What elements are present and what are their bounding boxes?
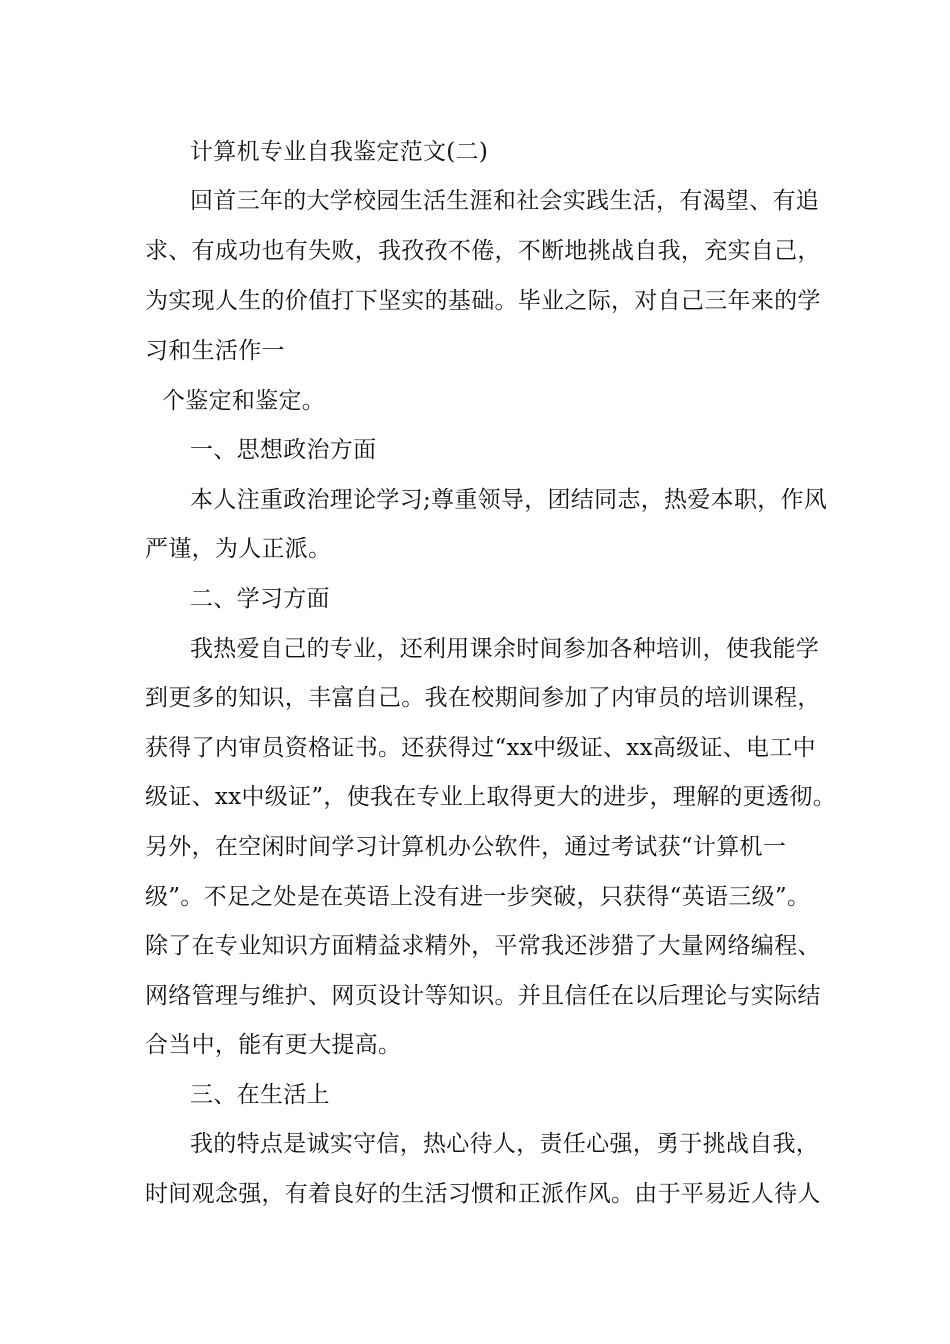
paragraph-line: 到更多的知识，丰富自己。我在校期间参加了内审员的培训课程， <box>145 685 821 711</box>
paragraph-line: 我的特点是诚实守信，热心待人，责任心强，勇于挑战自我， <box>190 1131 820 1157</box>
paragraph-line: 严谨，为人正派。 <box>145 536 332 562</box>
paragraph-line: 网络管理与维护、网页设计等知识。并且信任在以后理论与实际结 <box>145 983 821 1009</box>
paragraph-line: 个鉴定和鉴定。 <box>162 388 326 414</box>
paragraph-line: 习和生活作一 <box>145 338 285 364</box>
paragraph-line: 获得了内审员资格证书。还获得过“xx中级证、xx高级证、电工中 <box>145 735 816 761</box>
paragraph-line: 本人注重政治理论学习;尊重领导，团结同志，热爱本职，作风 <box>190 487 828 513</box>
paragraph-line: 为实现人生的价值打下坚实的基础。毕业之际，对自己三年来的学 <box>145 288 821 314</box>
paragraph-line: 回首三年的大学校园生活生涯和社会实践生活，有渴望、有追 <box>190 188 820 214</box>
paragraph-line: 另外，在空闲时间学习计算机办公软件，通过考试获“计算机一 <box>145 834 787 860</box>
section-heading: 二、学习方面 <box>190 586 330 612</box>
paragraph-line: 级”。不足之处是在英语上没有进一步突破，只获得“英语三级”。 <box>145 884 811 910</box>
section-heading: 一、思想政治方面 <box>190 437 377 463</box>
paragraph-line: 除了在专业知识方面精益求精外，平常我还涉猎了大量网络编程、 <box>145 933 821 959</box>
section-heading: 三、在生活上 <box>190 1082 330 1108</box>
document-title: 计算机专业自我鉴定范文(二) <box>190 139 489 165</box>
paragraph-line: 时间观念强，有着良好的生活习惯和正派作风。由于平易近人待人 <box>145 1181 821 1207</box>
paragraph-line: 级证、xx中级证”，使我在专业上取得更大的进步，理解的更透彻。 <box>145 784 837 810</box>
paragraph-line: 合当中，能有更大提高。 <box>145 1032 402 1058</box>
paragraph-line: 求、有成功也有失败，我孜孜不倦，不断地挑战自我，充实自己， <box>145 238 821 264</box>
paragraph-line: 我热爱自己的专业，还利用课余时间参加各种培训，使我能学 <box>190 636 820 662</box>
